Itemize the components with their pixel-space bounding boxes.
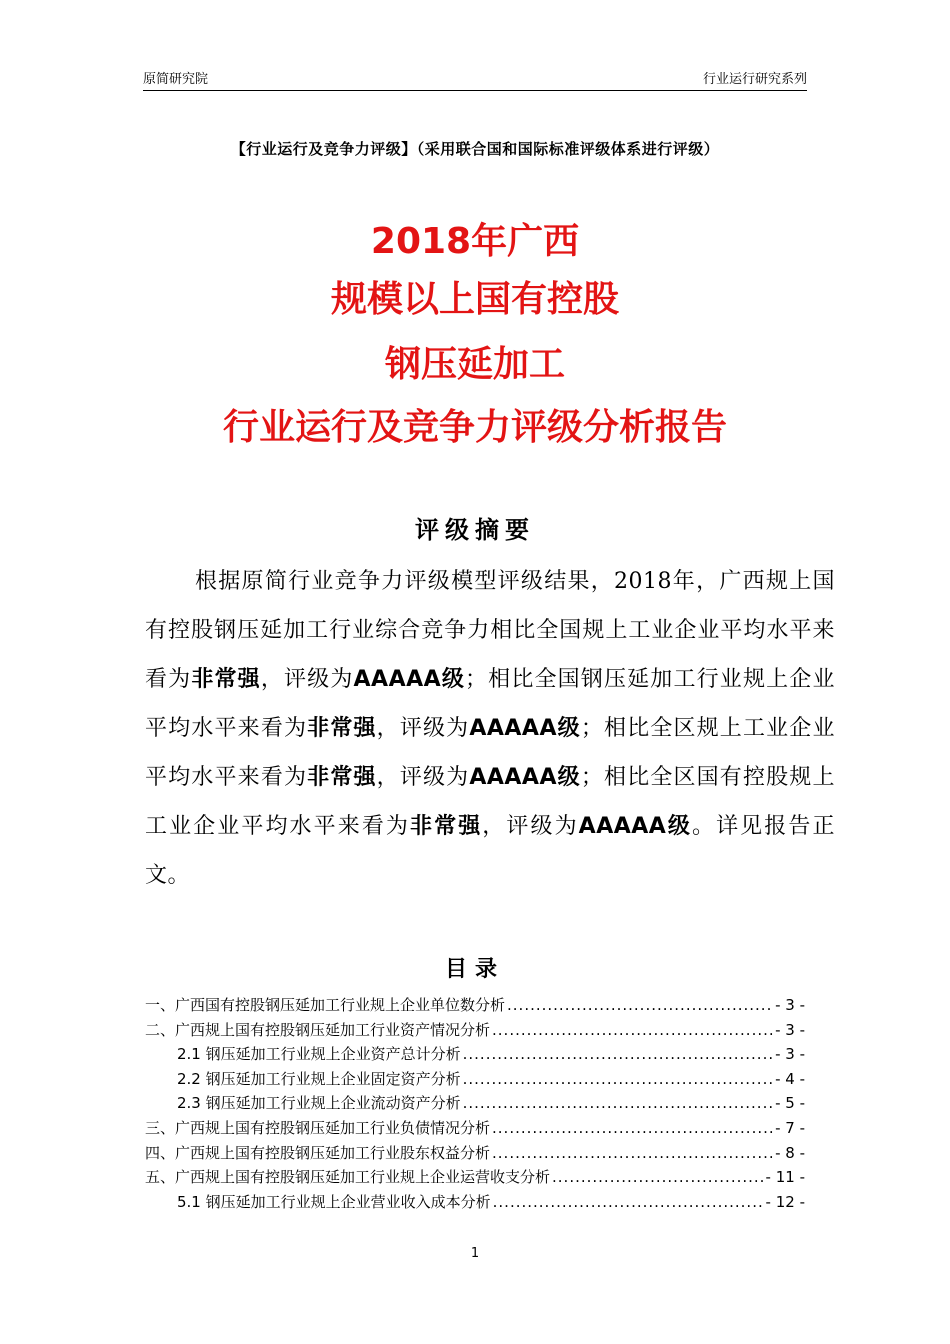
- toc-entry-label: 一、广西国有控股钢压延加工行业规上企业单位数分析: [145, 996, 506, 1014]
- toc-entry-label: 5.1 钢压延加工行业规上企业营业收入成本分析: [177, 1192, 491, 1211]
- toc-entry-page: - 12 -: [765, 1192, 805, 1211]
- summary-text: ，评级为: [482, 814, 579, 839]
- toc-leader: [492, 1141, 773, 1166]
- toc-entry[interactable]: [145, 1165, 805, 1190]
- summary-text: 根据原简行业竞争力评级模型评级结果，2018年，广西规上国有控股钢压延加工行业综合竞争力相比全国规上工业企业平均水平来看为: [145, 569, 835, 692]
- summary-emphasis: AAAAA级: [353, 667, 465, 692]
- toc-entry-page: - 3 -: [775, 1045, 805, 1064]
- summary-emphasis: 非常强: [410, 814, 483, 839]
- title-line-4: 行业运行及竞争力评级分析报告: [222, 407, 727, 448]
- toc-entry-label: 2.1 钢压延加工行业规上企业资产总计分析: [177, 1045, 461, 1064]
- summary-emphasis: 非常强: [307, 765, 377, 790]
- toc-entry[interactable]: [145, 1141, 805, 1166]
- toc-entry-page: - 4 -: [775, 1069, 805, 1088]
- toc-subentry[interactable]: [145, 1067, 805, 1092]
- toc-leader: [463, 1091, 773, 1116]
- page-number: 1: [470, 1246, 480, 1261]
- toc-leader: [552, 1165, 764, 1190]
- toc-leader: [463, 1067, 773, 1092]
- toc-entry-label: 二、广西规上国有控股钢压延加工行业资产情况分析: [145, 1020, 491, 1039]
- summary-text: ；相比全国钢压延加工行业规上企业平均水平来看为: [145, 667, 835, 741]
- report-subtitle: 【行业运行及竞争力评级】（采用联合国和国际标准评级体系进行评级）: [230, 140, 720, 158]
- summary-emphasis: AAAAA级: [469, 716, 581, 741]
- toc-entry-label: 2.2 钢压延加工行业规上企业固定资产分析: [177, 1069, 461, 1088]
- toc-entry[interactable]: [145, 1018, 805, 1043]
- summary-text: ；相比全区国有控股规上工业企业平均水平来看为: [145, 765, 835, 839]
- toc-leader: [493, 1190, 764, 1215]
- toc-entry-page: - 11 -: [765, 1168, 805, 1187]
- summary-emphasis: AAAAA级: [578, 814, 692, 839]
- toc-entry-page: - 8 -: [775, 1143, 805, 1162]
- toc-entry-label: 五、广西规上国有控股钢压延加工行业规上企业运营收支分析: [145, 1168, 551, 1187]
- toc-entry[interactable]: [145, 1116, 805, 1141]
- toc-entry-page: - 7 -: [775, 1118, 805, 1137]
- toc-entry-page: - 5 -: [775, 1094, 805, 1113]
- summary-paragraph: [145, 557, 835, 900]
- title-line-1: 2018年广西: [370, 221, 580, 262]
- toc-entry-page: - 3 -: [775, 996, 805, 1014]
- summary-text: 。详见报告正文。: [145, 814, 835, 888]
- toc-heading: 目录: [444, 957, 505, 982]
- summary-text: ，评级为: [376, 765, 470, 790]
- summary-emphasis: 非常强: [307, 716, 377, 741]
- toc-subentry[interactable]: [145, 1091, 805, 1116]
- title-line-2: 规模以上国有控股: [330, 279, 619, 320]
- header-series: 行业运行研究系列: [702, 72, 807, 87]
- toc-leader: [492, 1116, 773, 1141]
- summary-emphasis: AAAAA级: [469, 765, 581, 790]
- summary-emphasis: 非常强: [191, 667, 261, 692]
- title-line-3: 钢压延加工: [384, 344, 565, 385]
- summary-text: ，评级为: [376, 716, 470, 741]
- toc-entry-label: 三、广西规上国有控股钢压延加工行业负债情况分析: [145, 1118, 491, 1137]
- toc-subentry[interactable]: [145, 1042, 805, 1067]
- toc-entry-page: - 3 -: [775, 1020, 805, 1039]
- toc-entry-label: 四、广西规上国有控股钢压延加工行业股东权益分析: [145, 1143, 491, 1162]
- summary-text: ，评级为: [260, 667, 354, 692]
- toc-subentry[interactable]: [145, 1190, 805, 1215]
- summary-text: ；相比全区规上工业企业平均水平来看为: [145, 716, 835, 790]
- table-of-contents: [145, 993, 805, 1214]
- toc-entry[interactable]: [145, 993, 805, 1018]
- summary-heading: 评级摘要: [415, 516, 535, 544]
- page-header: [143, 62, 807, 91]
- toc-leader: [463, 1042, 773, 1067]
- toc-leader: [507, 993, 773, 1018]
- toc-entry-label: 2.3 钢压延加工行业规上企业流动资产分析: [177, 1094, 461, 1113]
- header-organization: 原简研究院: [143, 72, 209, 87]
- toc-leader: [492, 1018, 773, 1043]
